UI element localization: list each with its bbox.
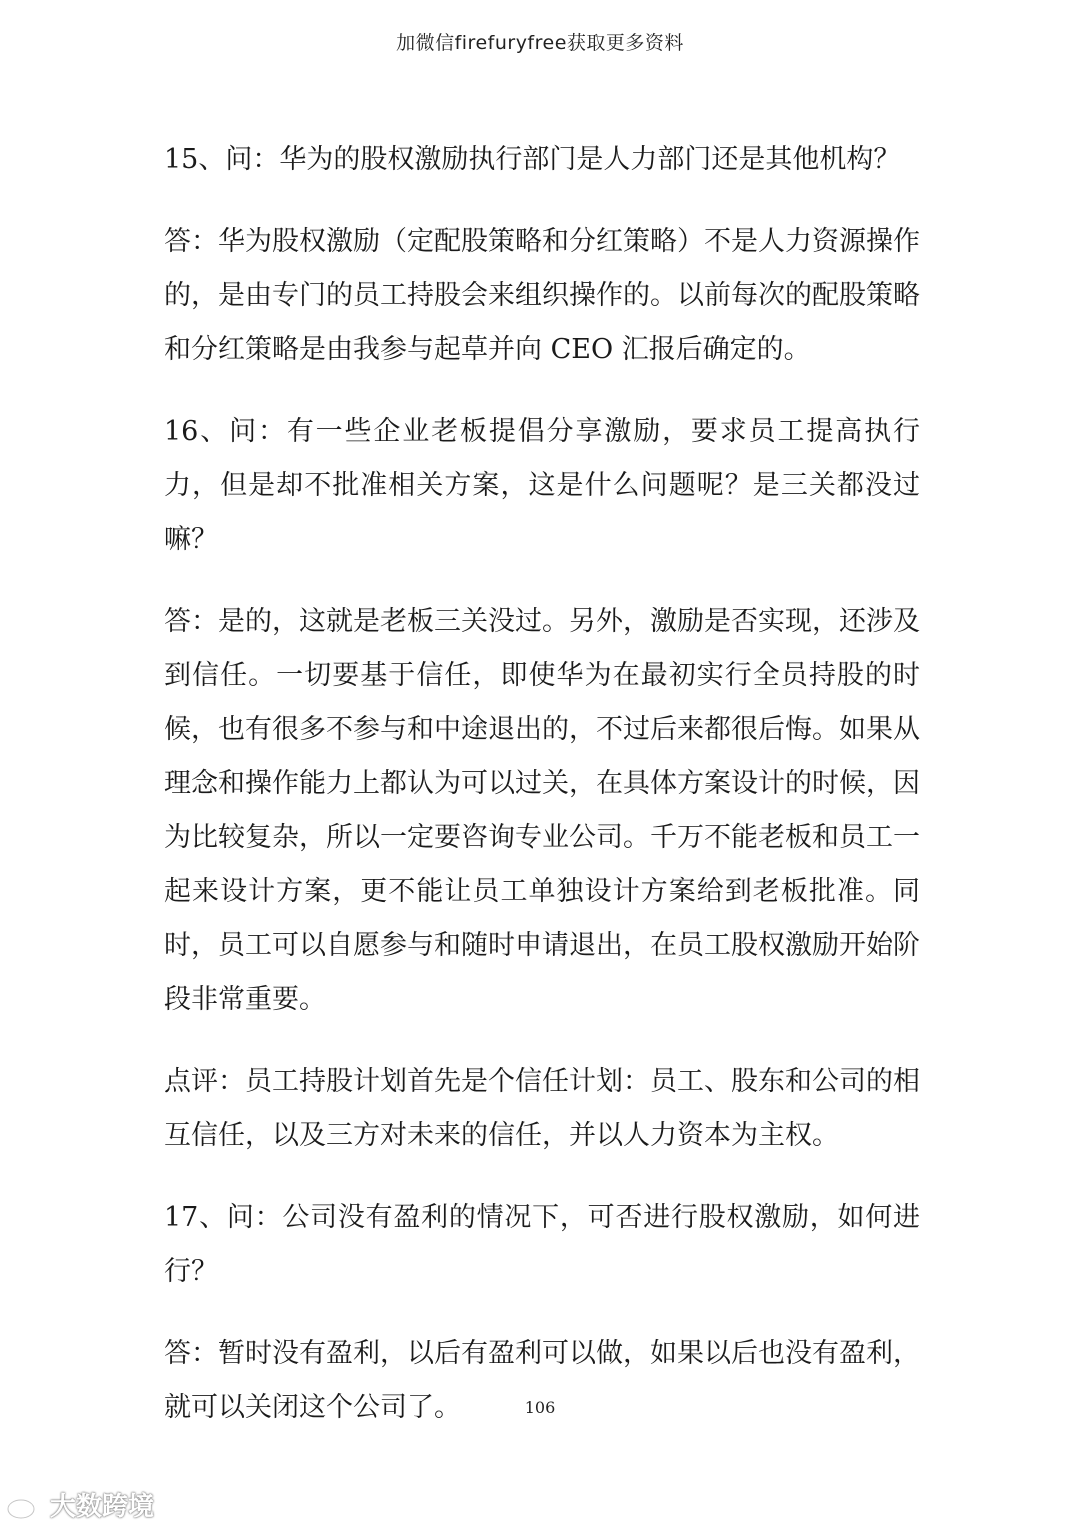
weibo-logo-icon [6, 1490, 44, 1520]
question-17: 17、问：公司没有盈利的情况下，可否进行股权激励，如何进行？ [164, 1202, 920, 1287]
document-body [164, 133, 920, 1463]
answer-16: 答：是的，这就是老板三关没过。另外，激励是否实现，还涉及到信任。一切要基于信任，即使华为在最初实行全员持股的时候，也有很多不参与和中途退出的，不过后来都很后悔。如果从理念和操作能力上都认为可以过关，在具体方案设计的时候，因为比较复杂，所以一定要咨询专业公司。千万不能老板和员工一起来设计方案，更不能让员工单独设计方案给到老板批准。同时，员工可以自愿参与和随时申请退出，在员工股权激励开始阶段非常重要。 [164, 606, 920, 1015]
question-16: 16、问：有一些企业老板提倡分享激励，要求员工提高执行力，但是却不批准相关方案，这是什么问题呢？是三关都没过嘛？ [164, 416, 920, 555]
answer-17: 答：暂时没有盈利，以后有盈利可以做，如果以后也没有盈利，就可以关闭这个公司了。 [164, 1338, 920, 1423]
comment-16: 点评：员工持股计划首先是个信任计划：员工、股东和公司的相互信任，以及三方对未来的信任，并以人力资本为主权。 [164, 1066, 920, 1151]
page-header: 加微信firefuryfree获取更多资料 [396, 32, 684, 54]
page-number: 106 [524, 1398, 556, 1417]
question-15: 15、问：华为的股权激励执行部门是人力部门还是其他机构？ [164, 144, 901, 175]
watermark [6, 1486, 154, 1523]
answer-15: 答：华为股权激励（定配股策略和分红策略）不是人力资源操作的，是由专门的员工持股会来组织操作的。以前每次的配股策略和分红策略是由我参与起草并向 CEO 汇报后确定的。 [164, 226, 920, 365]
watermark-text: 大数跨境 [50, 1492, 155, 1522]
